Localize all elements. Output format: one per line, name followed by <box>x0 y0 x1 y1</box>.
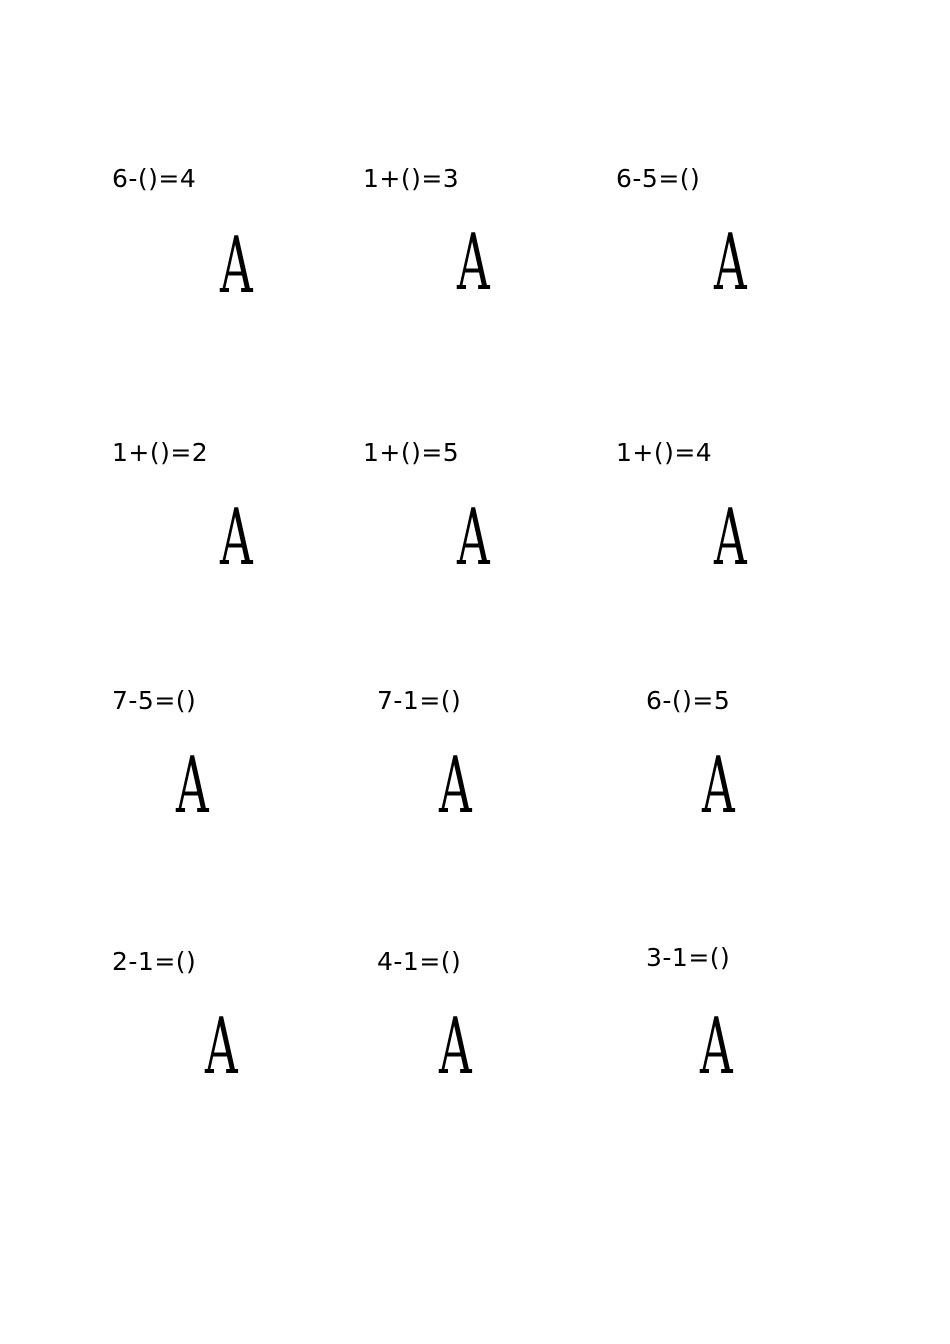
math-problem: 4-1=() <box>377 947 462 976</box>
math-problem: 3-1=() <box>646 943 731 972</box>
math-problem: 6-()=4 <box>112 164 197 193</box>
answer-letter: A <box>220 493 253 583</box>
math-problem: 7-5=() <box>112 686 197 715</box>
answer-letter: A <box>457 493 490 583</box>
answer-letter: A <box>702 741 735 831</box>
answer-letter: A <box>714 493 747 583</box>
answer-letter: A <box>700 1002 733 1092</box>
math-problem: 6-5=() <box>616 164 701 193</box>
math-problem: 7-1=() <box>377 686 462 715</box>
answer-letter: A <box>205 1002 238 1092</box>
answer-letter: A <box>457 218 490 308</box>
answer-letter: A <box>439 741 472 831</box>
answer-letter: A <box>714 218 747 308</box>
answer-letter: A <box>439 1002 472 1092</box>
math-problem: 1+()=2 <box>112 438 209 467</box>
math-problem: 1+()=4 <box>616 438 713 467</box>
answer-letter: A <box>176 741 209 831</box>
answer-letter: A <box>220 221 253 311</box>
math-problem: 2-1=() <box>112 947 197 976</box>
math-problem: 1+()=5 <box>363 438 460 467</box>
math-problem: 6-()=5 <box>646 686 731 715</box>
math-problem: 1+()=3 <box>363 164 460 193</box>
